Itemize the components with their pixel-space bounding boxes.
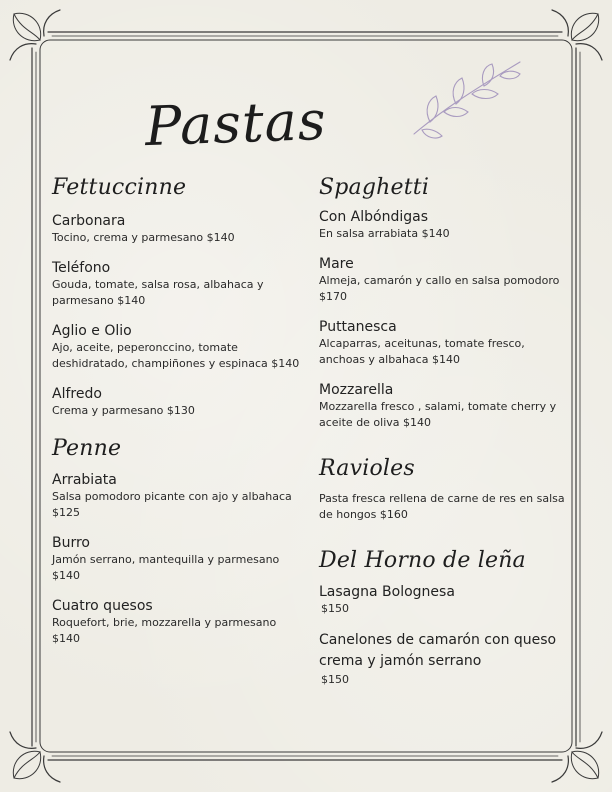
- item-description: Gouda, tomate, salsa rosa, albahaca y parmesano $140: [52, 278, 264, 307]
- section-spaghetti: [319, 174, 569, 431]
- item-description: Tocino, crema y parmesano $140: [52, 231, 235, 244]
- item-name: Cuatro quesos: [52, 598, 153, 614]
- item-description: Almeja, camarón y callo en salsa pomodoro $170: [319, 274, 560, 303]
- item-description: Mozzarella fresco , salami, tomate cherry y aceite de oliva $140: [319, 400, 557, 429]
- item-description: Pasta fresca rellena de carne de res en salsa de hongos $160: [319, 492, 565, 521]
- section-ravioles: [319, 455, 569, 523]
- menu-item: [319, 255, 569, 305]
- item-name: Lasagna Bolognesa: [319, 584, 455, 600]
- section-title: Penne: [52, 436, 122, 461]
- item-price: $150: [321, 673, 349, 686]
- item-name: Alfredo: [52, 386, 102, 402]
- item-name: Aglio e Olio: [52, 323, 132, 339]
- menu-item: [52, 534, 302, 584]
- item-description: Jamón serrano, mantequilla y parmesano $140: [52, 553, 280, 582]
- menu-item: [319, 318, 569, 368]
- olive-sprig-icon: [410, 52, 525, 142]
- item-name: Teléfono: [52, 260, 111, 276]
- section-title: Fettuccinne: [52, 175, 187, 200]
- item-description: Ajo, aceite, peperonccino, tomate deshidratado, champiñones y espinaca $140: [52, 341, 300, 370]
- section-penne: [52, 435, 302, 647]
- right-column: [319, 174, 569, 688]
- menu-item: [319, 583, 569, 617]
- section-title: Del Horno de leña: [319, 548, 526, 573]
- item-description: Roquefort, brie, mozzarella y parmesano $140: [52, 616, 277, 645]
- menu-item: [319, 208, 569, 242]
- item-description: Crema y parmesano $130: [52, 404, 195, 417]
- menu-item: [52, 471, 302, 521]
- item-description: En salsa arrabiata $140: [319, 227, 450, 240]
- left-column: [52, 174, 302, 647]
- menu-item: [52, 259, 302, 309]
- item-name: Puttanesca: [319, 319, 397, 335]
- menu-item: [52, 597, 302, 647]
- menu-item: [52, 385, 302, 419]
- section-title: Ravioles: [319, 456, 415, 481]
- item-name: Arrabiata: [52, 472, 117, 488]
- item-description: Alcaparras, aceitunas, tomate fresco, anchoas y albahaca $140: [319, 337, 525, 366]
- item-description: Salsa pomodoro picante con ajo y albahaca $125: [52, 490, 292, 519]
- page-title: Pastas: [143, 88, 328, 159]
- item-name: Mozzarella: [319, 382, 394, 398]
- menu-item: [319, 381, 569, 431]
- section-fettuccinne: [52, 174, 302, 419]
- section-horno: [319, 547, 569, 688]
- item-name: Con Albóndigas: [319, 209, 428, 225]
- item-name: Canelones de camarón con queso crema y jamón serrano: [319, 632, 557, 669]
- menu-item: [52, 322, 302, 372]
- item-name: Carbonara: [52, 213, 126, 229]
- menu-item: [319, 630, 569, 688]
- section-title: Spaghetti: [319, 175, 430, 200]
- item-name: Burro: [52, 535, 91, 551]
- item-name: Mare: [319, 256, 354, 272]
- item-price: $150: [321, 602, 349, 615]
- menu-item: [52, 212, 302, 246]
- menu-item: [319, 491, 569, 523]
